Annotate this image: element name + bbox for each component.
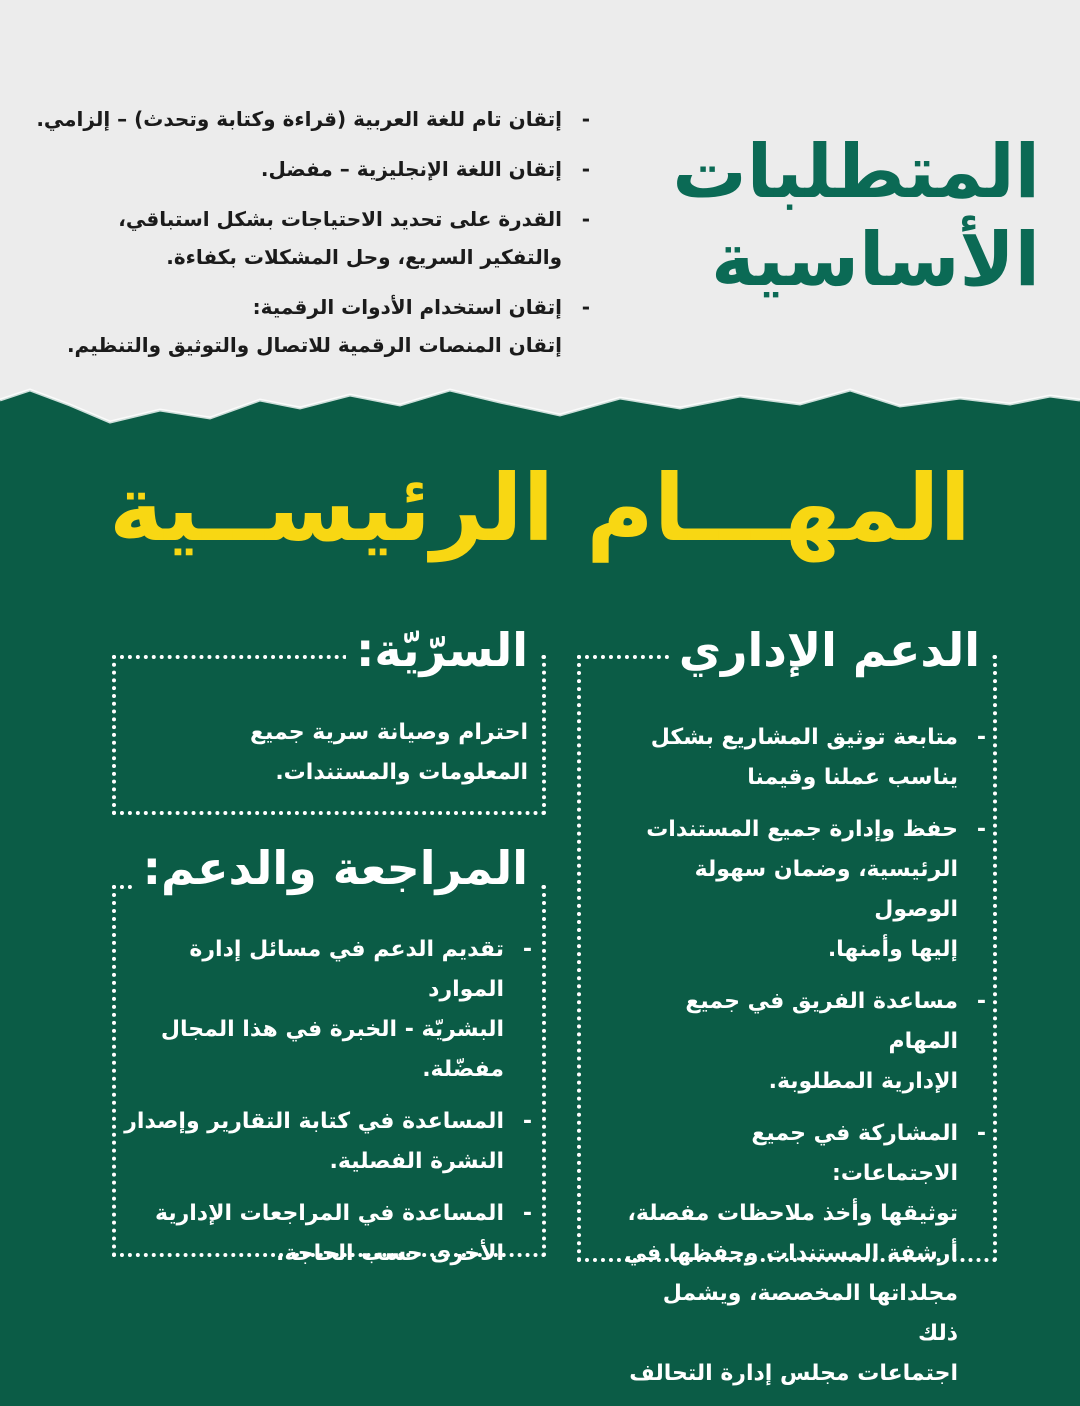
list-item: - القدرة على تحديد الاحتياجات بشكل استباقي، والتفكير السريع، وحل المشكلات بكفاءة.: [22, 200, 562, 276]
admin-heading: الدعم الإداري: [669, 620, 990, 680]
list-item: - مساعدة الفريق في جميع المهام الإدارية المطلوبة.: [618, 982, 958, 1102]
review-list: [124, 930, 504, 1286]
list-item: - المشاركة في جميع الاجتماعات: توثيقها وأخذ ملاحظات مفصلة، أرشفة المستندات وحفظها في مجلداتها المخصصة، ويشمل ذلك اجتماعات مجلس إدارة التحالف: [618, 1114, 958, 1394]
confidentiality-text: احترام وصيانة سرية جميع المعلومات والمستندات.: [249, 720, 528, 785]
list-item: - إتقان تام للغة العربية (قراءة وكتابة وتحدث) – إلزامي.: [22, 100, 562, 138]
list-item: - إتقان استخدام الأدوات الرقمية: إتقان المنصات الرقمية للاتصال والتوثيق والتنظيم.: [22, 288, 562, 364]
requirements-title: المتطلبات الأساسية: [672, 129, 1040, 303]
list-item: - تقديم الدعم في مسائل إدارة الموارد البشريّة - الخبرة في هذا المجال مفضّلة.: [124, 930, 504, 1090]
tasks-title: المهـــام الرئيســية: [108, 455, 972, 562]
requirements-list: [22, 100, 562, 376]
list-item: - المساعدة في كتابة التقارير وإصدار النشرة الفصلية.: [124, 1102, 504, 1182]
review-heading: المراجعة والدعم:: [133, 838, 538, 898]
list-item: - متابعة توثيق المشاريع بشكل يناسب عملنا وقيمنا: [618, 718, 958, 798]
confidentiality-heading: السرّيّة:: [346, 620, 538, 680]
admin-list: [618, 718, 958, 1406]
list-item: - إتقان اللغة الإنجليزية – مفضل.: [22, 150, 562, 188]
list-item: - المساعدة في المراجعات الإدارية الأخرى حسب الحاجة.: [124, 1194, 504, 1274]
list-item: - حفظ وإدارة جميع المستندات الرئيسية، وضمان سهولة الوصول إليها وأمنها.: [618, 810, 958, 970]
